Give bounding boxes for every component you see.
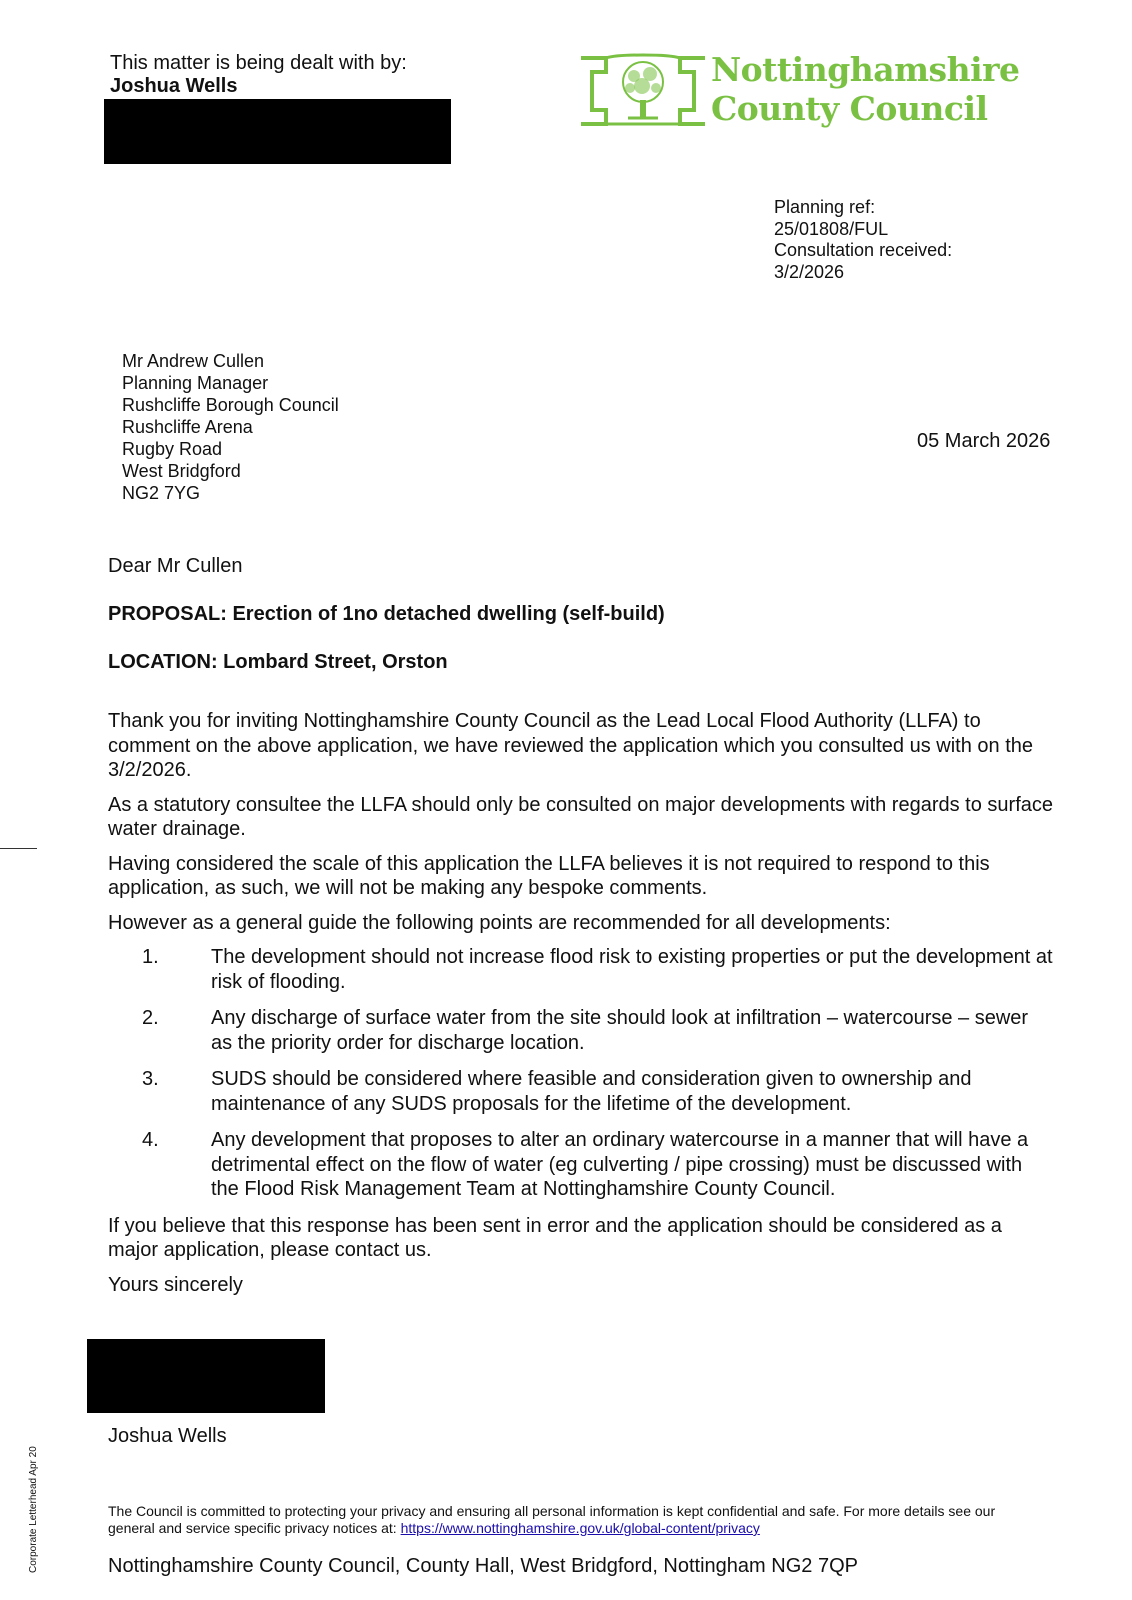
recipient-line: West Bridgford [122,461,241,481]
redacted-signature [87,1339,325,1413]
recipient-line: Rugby Road [122,439,223,459]
signoff: Yours sincerely [108,1273,243,1296]
list-item [108,1067,1053,1116]
salutation: Dear Mr Cullen [108,555,243,577]
planning-ref: 25/01808/FUL [774,218,889,239]
letter-date: 05 March 2026 [917,430,1051,452]
privacy-text: The Council is committed to protecting your privacy and ensuring all personal information is kept confidential and safe. For more details see our general and service specific privacy notices at: [108,1503,996,1536]
body-paragraph: Having considered the scale of this application the LLFA believes it is not required to respond to this application, as such, we will not be making any bespoke comments. [108,852,990,899]
list-item [108,945,1053,994]
list-number: 1. [142,946,159,968]
list-item [108,1006,1053,1055]
planning-ref-label: Planning ref: [774,197,876,217]
body-paragraph: Thank you for inviting Nottinghamshire County Council as the Lead Local Flood Authority (LLFA) to comment on the above application, we have reviewed the application which you consulted us with on the 3/2/2026. [108,710,1034,781]
redacted-contact-details [104,99,451,164]
signatory-name: Joshua Wells [108,1425,227,1447]
list-text: The development should not increase flood risk to existing properties or put the development at risk of flooding. [211,946,1053,993]
consultation-date: 3/2/2026 [774,261,845,282]
closing-paragraph: If you believe that this response has been sent in error and the application should be considered as a major application, please contact us. [108,1214,1002,1261]
footer-address: Nottinghamshire County Council, County Hall, West Bridgford, Nottingham NG2 7QP [108,1555,858,1577]
side-label: Corporate Letterhead Apr 20 [28,1446,39,1573]
recipient-line: Planning Manager [122,373,269,393]
letter-body [108,709,1053,1307]
recommendations-list [108,945,1053,1202]
body-paragraph: However as a general guide the following points are recommended for all developments: [108,911,891,934]
recipient-line: Mr Andrew Cullen [122,351,265,371]
council-crest-icon [578,52,708,130]
logo-line-1: Nottinghamshire [711,50,1020,89]
list-number: 4. [142,1129,159,1151]
location-heading: LOCATION: Lombard Street, Orston [108,651,448,673]
dealt-with-label: This matter is being dealt with by: [110,52,407,74]
list-text: SUDS should be considered where feasible and consideration given to ownership and maintenance of any SUDS proposals for the lifetime of the development. [211,1068,972,1115]
recipient-address [122,350,339,504]
list-text: Any discharge of surface water from the site should look at infiltration – watercourse – sewer as the priority order for discharge location. [211,1007,1029,1054]
privacy-link[interactable]: https://www.nottinghamshire.gov.uk/global-content/privacy [400,1520,760,1536]
privacy-notice [108,1503,1033,1537]
recipient-line: Rushcliffe Borough Council [122,395,339,415]
consultation-label: Consultation received: [774,240,953,260]
fold-mark [0,848,37,849]
reference-block [774,197,952,283]
recipient-line: NG2 7YG [122,483,201,503]
list-text: Any development that proposes to alter an ordinary watercourse in a manner that will have a detrimental effect on the flow of water (eg culverting / pipe crossing) must be discussed with the Flood Risk Management Team at Nottinghamshire County Council. [211,1129,1029,1200]
list-number: 2. [142,1007,159,1029]
list-number: 3. [142,1068,159,1090]
body-paragraph: As a statutory consultee the LLFA should only be consulted on major developments with regards to surface water drainage. [108,793,1053,840]
proposal-heading: PROPOSAL: Erection of 1no detached dwelling (self-build) [108,603,665,625]
list-item [108,1128,1053,1202]
logo-line-2: County Council [711,89,988,128]
recipient-line: Rushcliffe Arena [122,417,253,437]
council-logo [578,50,1028,132]
dealt-with-name: Joshua Wells [110,75,238,97]
dealt-with-block [110,52,407,98]
